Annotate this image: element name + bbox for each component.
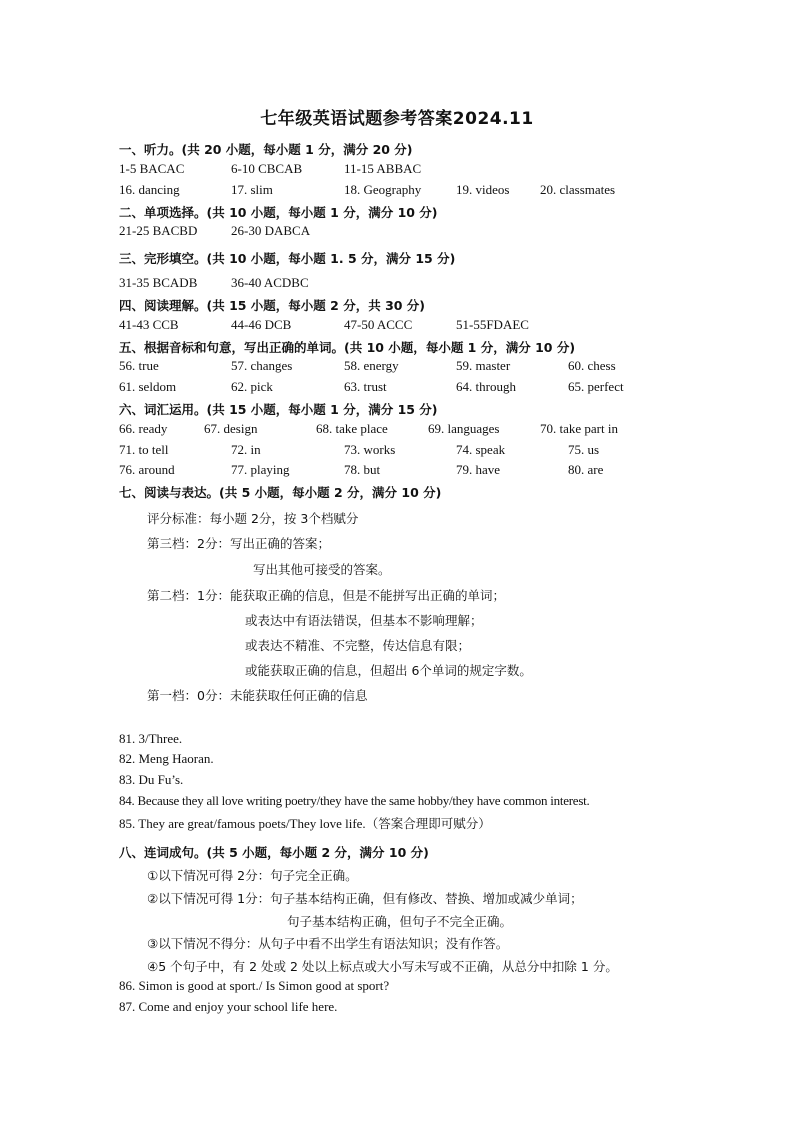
answer-cell: 20. classmates [540,182,616,197]
answer-cell: 80. are [568,462,604,477]
answer-cell: 72. in [231,442,261,457]
answer-line: 84. Because they all love writing poetry/they have the same hobby/they have common interest. [119,793,590,808]
answer-cell: 1-5 BACAC [119,161,185,176]
answer-note: （答案合理即可赋分） [365,816,491,831]
answer-cell: 78. but [344,462,381,477]
answer-cell: 69. languages [428,421,500,436]
answer-cell: 47-50 ACCC [344,317,413,332]
page-title: 七年级英语试题参考答案2024.11 [260,109,534,129]
answer-line [119,814,491,832]
answer-cell: 67. design [204,421,258,436]
answer-line: 87. Come and enjoy your school life here. [119,999,338,1014]
answer-cell: 62. pick [231,379,273,394]
answer-line: 81. 3/Three. [119,731,183,746]
answer-cell: 79. have [456,462,501,477]
grading-tier-detail: 或表达不精准、不完整，传达信息有限； [245,638,471,653]
answer-cell: 65. perfect [568,379,624,394]
section-heading-reading: 四、阅读理解。(共 15 小题，每小题 2 分，共 30 分) [119,298,426,313]
answer-line: 83. Du Fu’s. [119,772,184,787]
answer-cell: 57. changes [231,358,293,373]
answer-cell: 71. to tell [119,442,169,457]
answer-cell: 59. master [456,358,511,373]
grading-rule-detail: 句子基本结构正确，但句子不完全正确。 [287,914,513,929]
answer-cell: 26-30 DABCA [231,223,311,238]
answer-cell: 41-43 CCB [119,317,179,332]
grading-rule: ①以下情况可得 2分：句子完全正确。 [147,868,358,883]
answer-cell: 77. playing [231,462,290,477]
answer-cell: 64. through [456,379,516,394]
grading-rule: ③以下情况不得分：从句子中看不出学生有语法知识；没有作答。 [147,936,509,951]
answer-cell: 68. take place [316,421,388,436]
grading-tier: 第二档：1分：能获取正确的信息，但是不能拼写出正确的单词； [147,588,505,603]
answer-cell: 58. energy [344,358,399,373]
section-heading-sentence-building: 八、连词成句。(共 5 小题，每小题 2 分，满分 10 分) [119,845,429,860]
answer-line: 86. Simon is good at sport./ Is Simon good at sport? [119,978,390,993]
grading-tier: 第一档：0分：未能获取任何正确的信息 [147,688,368,703]
section-heading-phonetics: 五、根据音标和句意，写出正确的单词。(共 10 小题，每小题 1 分，满分 10 分) [119,340,576,355]
grading-tier-detail: 写出其他可接受的答案。 [253,562,391,577]
answer-cell: 56. true [119,358,159,373]
section-heading-listening: 一、听力。(共 20 小题，每小题 1 分，满分 20 分) [119,142,413,157]
section-heading-reading-expression: 七、阅读与表达。(共 5 小题，每小题 2 分，满分 10 分) [119,485,442,500]
answer-cell: 16. dancing [119,182,180,197]
answer-cell: 18. Geography [344,182,422,197]
grading-rule: ②以下情况可得 1分：句子基本结构正确，但有修改、替换、增加或减少单词； [147,891,583,906]
grading-tier: 第三档：2分：写出正确的答案； [147,536,330,551]
answer-cell: 6-10 CBCAB [231,161,303,176]
answer-cell: 73. works [344,442,396,457]
grading-tier-detail: 或表达中有语法错误，但基本不影响理解； [245,613,483,628]
answer-cell: 70. take part in [540,421,618,436]
grading-standard: 评分标准：每小题 2分，按 3个档赋分 [147,511,359,526]
grading-rule: ④5 个句子中，有 2 处或 2 处以上标点或大小写未写或不正确，从总分中扣除 1 分。 [147,959,618,974]
answer-cell: 21-25 BACBD [119,223,198,238]
answer-cell: 36-40 ACDBC [231,275,309,290]
answer-cell: 75. us [568,442,600,457]
answer-text: 85. They are great/famous poets/They love life. [119,816,366,831]
answer-cell: 51-55FDAEC [456,317,529,332]
grading-tier-detail: 或能获取正确的信息，但超出 6个单词的规定字数。 [245,663,532,678]
answer-cell: 63. trust [344,379,387,394]
answer-cell: 17. slim [231,182,273,197]
answer-cell: 74. speak [456,442,506,457]
answer-cell: 31-35 BCADB [119,275,198,290]
answer-cell: 66. ready [119,421,168,436]
answer-cell: 19. videos [456,182,510,197]
answer-cell: 60. chess [568,358,616,373]
answer-cell: 44-46 DCB [231,317,292,332]
section-heading-single-choice: 二、单项选择。(共 10 小题，每小题 1 分，满分 10 分) [119,205,438,220]
answer-cell: 11-15 ABBAC [344,161,422,176]
section-heading-vocabulary: 六、词汇运用。(共 15 小题，每小题 1 分，满分 15 分) [119,402,438,417]
answer-line: 82. Meng Haoran. [119,751,214,766]
answer-cell: 76. around [119,462,175,477]
answer-cell: 61. seldom [119,379,177,394]
section-heading-cloze: 三、完形填空。(共 10 小题，每小题 1. 5 分，满分 15 分) [119,251,456,266]
